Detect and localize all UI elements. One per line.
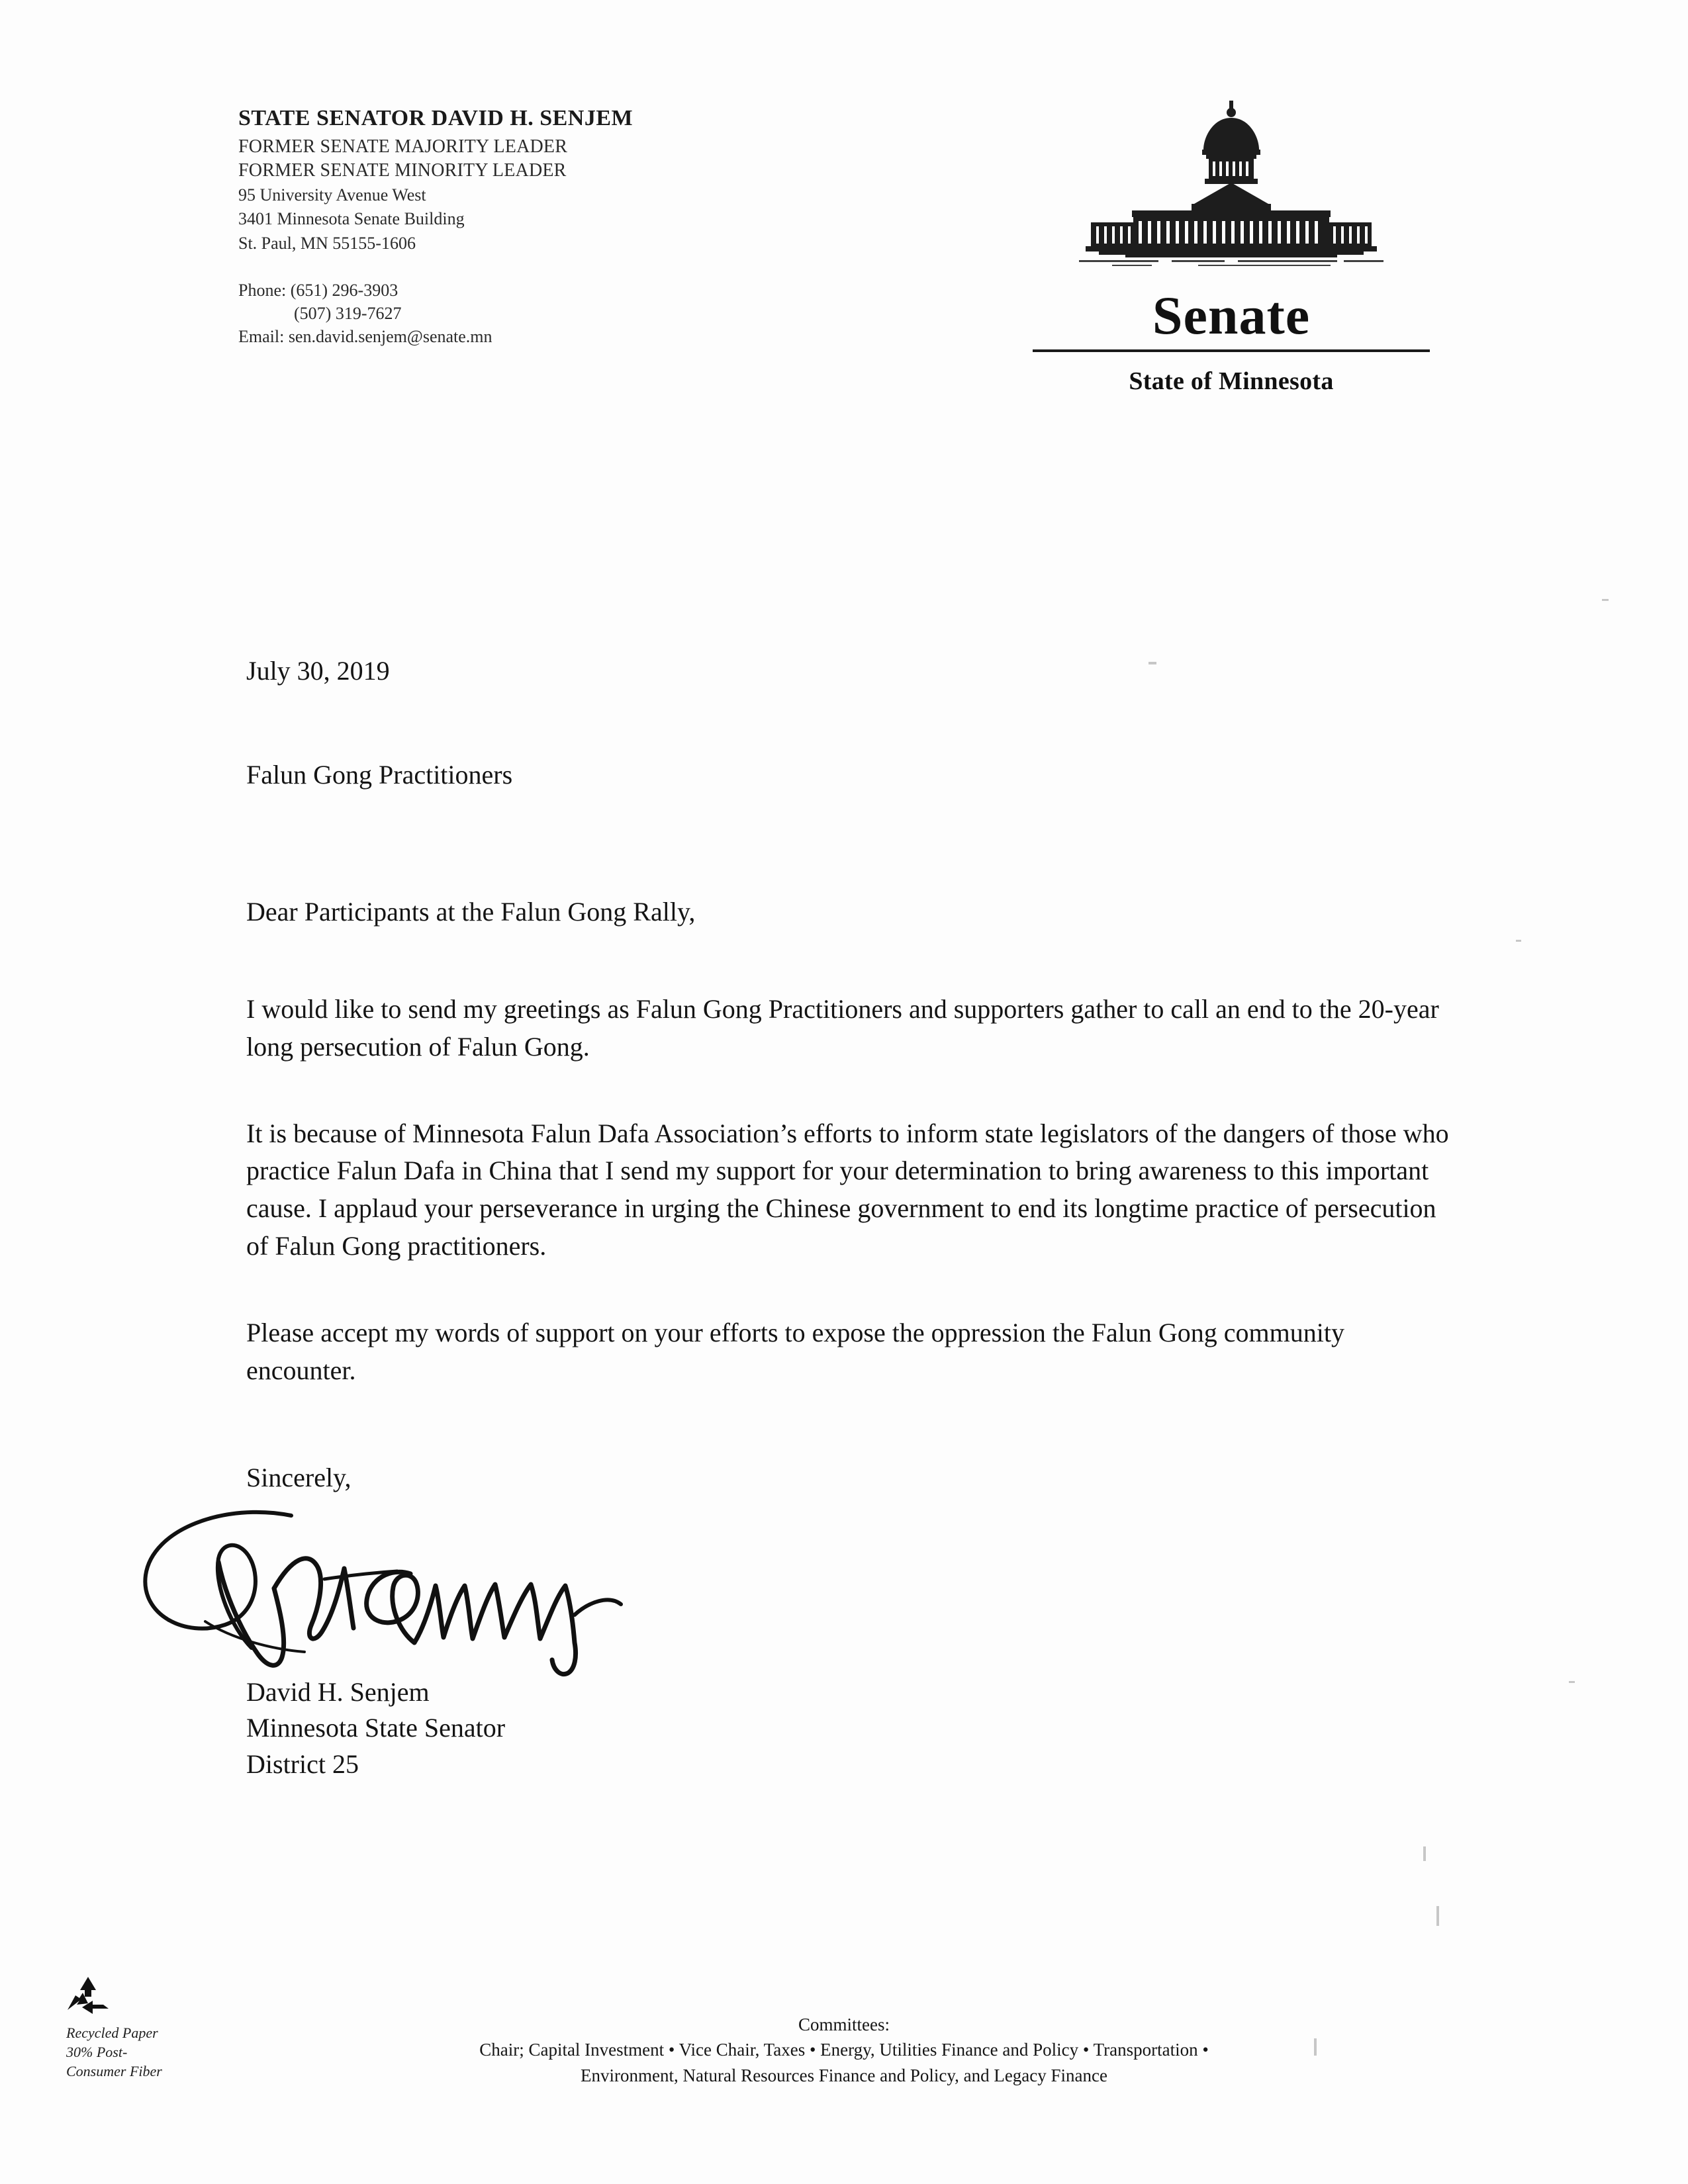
letter-body xyxy=(246,655,1458,1493)
address-line-2: 3401 Minnesota Senate Building xyxy=(238,209,465,229)
committees-line-2: Environment, Natural Resources Finance and Policy, and Legacy Finance xyxy=(581,2065,1107,2085)
scan-speck xyxy=(1314,2038,1317,2056)
scan-speck xyxy=(1423,1846,1426,1861)
committees-line-1: Chair; Capital Investment • Vice Chair, Taxes • Energy, Utilities Finance and Policy • Transportation • xyxy=(479,2040,1209,2060)
state-of-minnesota-label: State of Minnesota xyxy=(1129,367,1334,395)
senator-title-majority: FORMER SENATE MAJORITY LEADER xyxy=(238,136,568,157)
phone-secondary: (507) 319-7627 xyxy=(294,303,402,323)
senate-wordmark: Senate xyxy=(1152,285,1311,345)
recycled-paper-line-3: Consumer Fiber xyxy=(66,2063,162,2080)
committees-footer xyxy=(0,2012,1688,2088)
signature-area xyxy=(126,1496,788,1694)
letter-paragraph-2: It is because of Minnesota Falun Dafa Association’s efforts to inform state legislators of the dangers of those who practice Falun Dafa in China that I send my support for your determination to bring awareness to this important cause. I applaud your perseverance in urging the Chinese government to end its longtime practice of persecution of Falun Gong practitioners. xyxy=(246,1118,1449,1261)
scan-speck xyxy=(1516,940,1521,942)
letter-recipient: Falun Gong Practitioners xyxy=(246,760,513,790)
letter-date: July 30, 2019 xyxy=(246,656,390,686)
senator-title-minority: FORMER SENATE MINORITY LEADER xyxy=(238,159,567,181)
letter-paragraph-1: I would like to send my greetings as Falun Gong Practitioners and supporters gather to call an end to the 20-year long persecution of Falun Gong. xyxy=(246,994,1439,1062)
minnesota-state-capitol-illustration xyxy=(1033,99,1430,271)
senator-name: STATE SENATOR DAVID H. SENJEM xyxy=(238,106,633,130)
signature-block xyxy=(246,1674,505,1782)
scan-speck xyxy=(1569,1681,1575,1683)
handwritten-signature-david-senjem xyxy=(126,1496,788,1694)
scan-speck xyxy=(1149,662,1156,664)
senate-underline-rule xyxy=(1033,349,1430,352)
address-line-1: 95 University Avenue West xyxy=(238,185,426,205)
letter-paragraph-3: Please accept my words of support on your efforts to expose the oppression the Falun Gong community encounter. xyxy=(246,1317,1344,1385)
phone-primary: Phone: (651) 296-3903 xyxy=(238,281,399,300)
letter-closing: Sincerely, xyxy=(246,1463,352,1493)
recycled-paper-line-2: 30% Post- xyxy=(66,2044,128,2061)
committees-title: Committees: xyxy=(798,2015,890,2034)
contact-block xyxy=(238,279,834,348)
scan-speck xyxy=(1602,599,1609,601)
letterhead-block xyxy=(238,106,834,349)
signer-title: Minnesota State Senator xyxy=(246,1713,506,1743)
signer-district: District 25 xyxy=(246,1749,359,1779)
letter-salutation: Dear Participants at the Falun Gong Rally, xyxy=(246,897,696,927)
scan-speck xyxy=(1436,1906,1439,1926)
recycled-paper-line-1: Recycled Paper xyxy=(66,2025,158,2041)
address-line-3: St. Paul, MN 55155-1606 xyxy=(238,234,416,253)
recycle-icon xyxy=(66,1976,110,2017)
signer-name: David H. Senjem xyxy=(246,1677,430,1707)
senate-crest-block xyxy=(1019,99,1443,396)
email-address: Email: sen.david.senjem@senate.mn xyxy=(238,326,492,346)
